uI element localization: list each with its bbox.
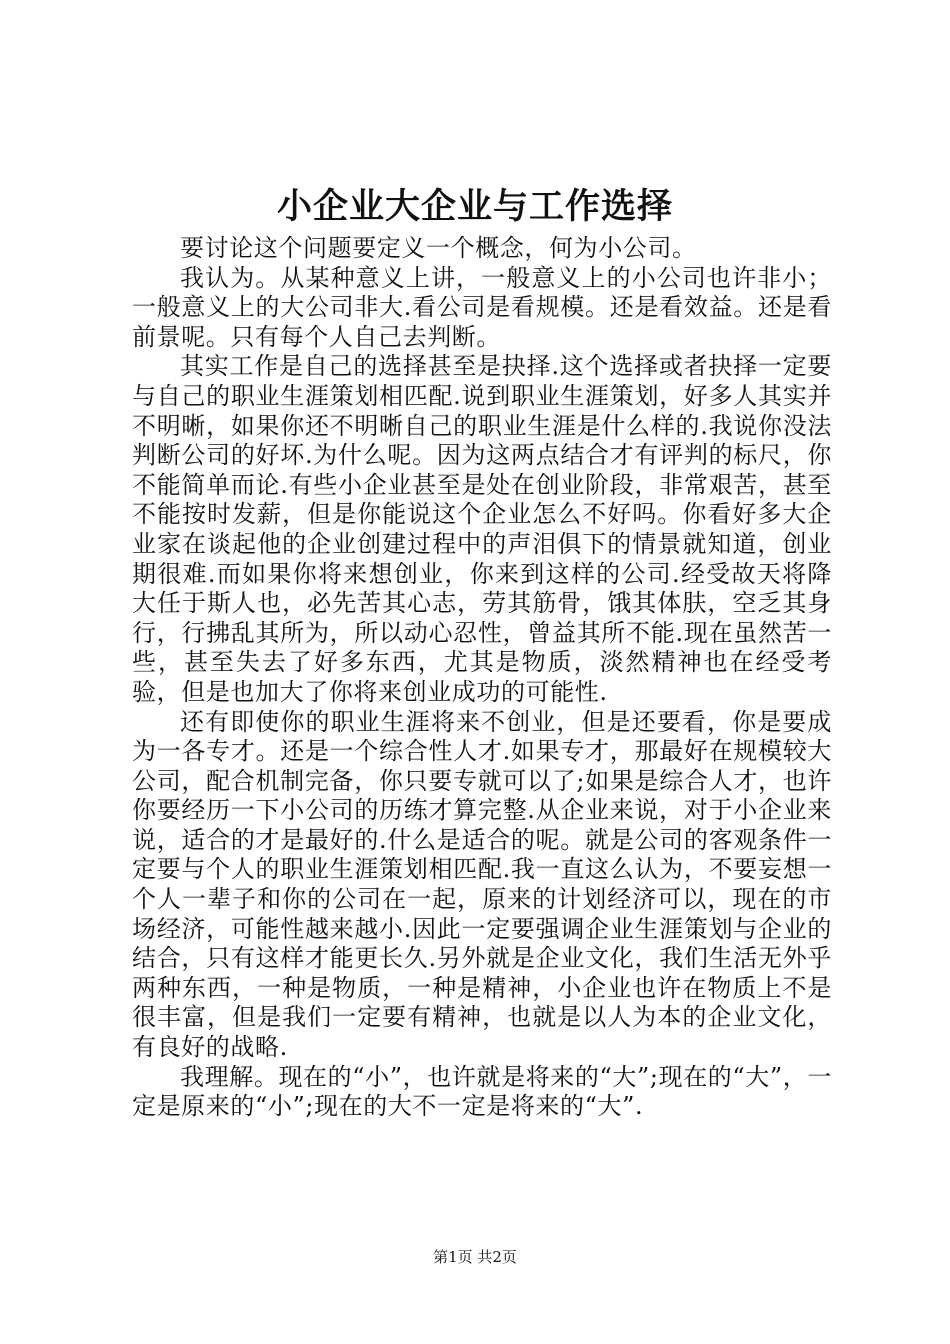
page-number-footer: 第1页 共2页 (433, 1248, 517, 1266)
paragraph-conclusion: 我理解。现在的“小”，也许就是将来的“大”;现在的“大”，一定是原来的“小”;现在的大不一定是将来的“大”. (132, 1062, 832, 1121)
paragraph-choice: 其实工作是自己的选择甚至是抉择.这个选择或者抉择一定要与自己的职业生涯策划相匹配.说到职业生涯策划，好多人其实并不明晰，如果你还不明晰自己的职业生涯是什么样的.我说你没法判断公司的好坏.为什么呢。因为这两点结合才有评判的标尺，你不能简单而论.有些小企业甚至是处在创业阶段，非常艰苦，甚至不能按时发薪，但是你能说这个企业怎么不好吗。你看好多大企业家在谈起他的企业创建过程中的声泪俱下的情景就知道，创业期很难.而如果你将来想创业，你来到这样的公司.经受故天将降大任于斯人也，必先苦其心志，劳其筋骨，饿其体肤，空乏其身行，行拂乱其所为，所以动心忍性，曾益其所不能.现在虽然苦一些，甚至失去了好多东西，尤其是物质，淡然精神也在经受考验，但是也加大了你将来创业成功的可能性. (132, 352, 832, 706)
paragraph-career: 还有即使你的职业生涯将来不创业，但是还要看，你是要成为一各专才。还是一个综合性人才.如果专才，那最好在规模较大公司，配合机制完备，你只要专就可以了;如果是综合人才，也许你要经历一下小公司的历练才算完整.从企业来说，对于小企业来说，适合的才是最好的.什么是适合的呢。就是公司的客观条件一定要与个人的职业生涯策划相匹配.我一直这么认为，不要妄想一个人一辈子和你的公司在一起，原来的计划经济可以，现在的市场经济，可能性越来越小.因此一定要强调企业生涯策划与企业的结合，只有这样才能更长久.另外就是企业文化，我们生活无外乎两种东西，一种是物质，一种是精神，小企业也许在物质上不是很丰富，但是我们一定要有精神，也就是以人为本的企业文化，有良好的战略. (132, 707, 832, 1062)
document-body (132, 234, 832, 1122)
document-title: 小企业大企业与工作选择 (276, 186, 673, 227)
paragraph-definition: 我认为。从某种意义上讲，一般意义上的小公司也许非小；一般意义上的大公司非大.看公司是看规模。还是看效益。还是看前景呢。只有每个人自己去判断。 (132, 263, 832, 351)
paragraph-intro: 要讨论这个问题要定义一个概念，何为小公司。 (180, 234, 697, 262)
